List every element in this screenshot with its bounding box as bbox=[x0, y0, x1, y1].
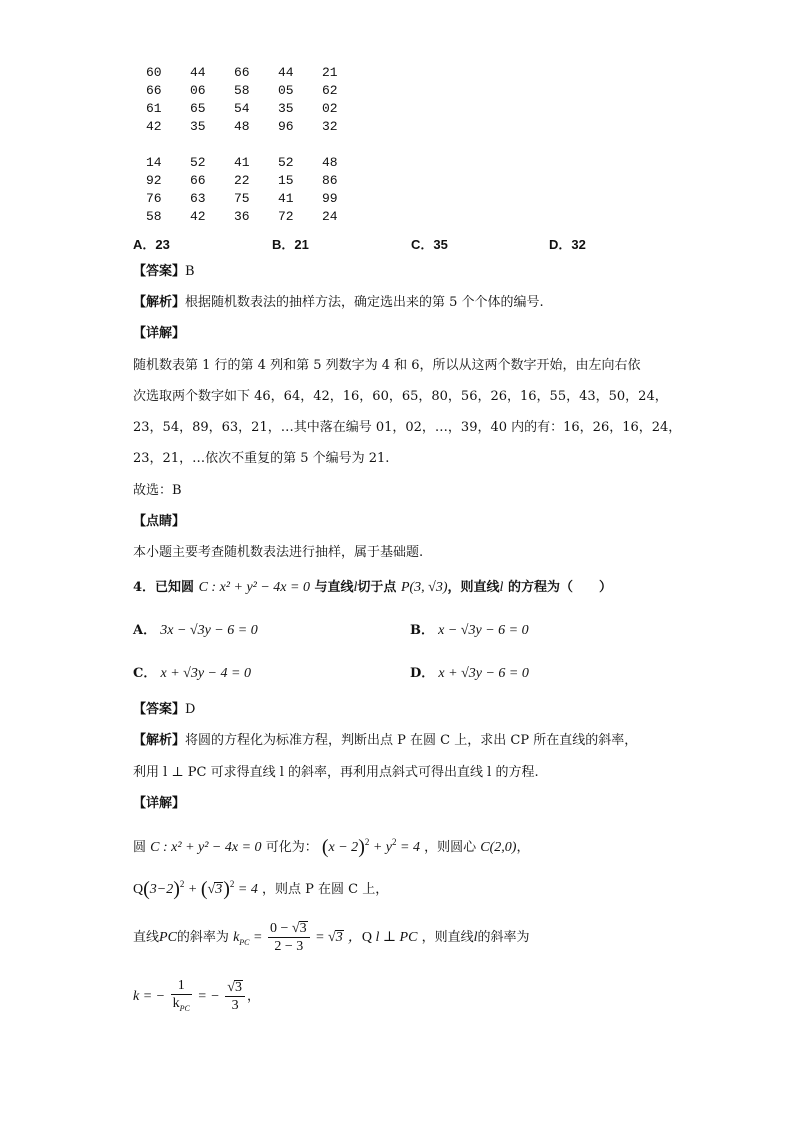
q3-comment: 本小题主要考查随机数表法进行抽样，属于基础题. bbox=[133, 545, 424, 560]
option-expression: 3x − √3y − 6 = 0 bbox=[160, 623, 258, 638]
random-table-cell: 61 bbox=[146, 101, 162, 116]
random-table-row bbox=[146, 100, 366, 118]
step-text: ，则圆心 bbox=[424, 840, 477, 855]
q4-line-symbol: l bbox=[499, 580, 504, 595]
option-expression: x + √3y − 6 = 0 bbox=[438, 666, 529, 681]
circle-center: C(2,0) bbox=[480, 840, 517, 855]
q4-stem-text: 的方程为（ ） bbox=[507, 580, 612, 595]
standard-equation: $(x - 2)^2 + y^2 = 4$ bbox=[321, 836, 420, 858]
option-label: A． bbox=[133, 623, 157, 638]
q4-step4: k = − $\frac{1}{k_{PC}}$ = − $\frac{√3}{3}$ ， bbox=[133, 977, 260, 1014]
line-symbol: l bbox=[473, 930, 478, 945]
q4-stem-text: ，则直线 bbox=[447, 580, 500, 595]
random-table-row bbox=[146, 64, 366, 82]
random-table-cell: 36 bbox=[234, 209, 250, 224]
q4-analysis-line2: 利用 l ⊥ PC 可求得直线 l 的斜率，再利用点斜式可得出直线 l 的方程. bbox=[133, 765, 539, 780]
verification-expression: $Q(3-2)^2 + (√3)^2 = 4$ bbox=[133, 878, 258, 900]
q4-option-d bbox=[410, 664, 529, 684]
q3-detail-line: 23，21，…依次不重复的第 5 个编号为 21. bbox=[133, 451, 390, 466]
random-table-cell: 15 bbox=[278, 173, 294, 188]
random-table-cell: 05 bbox=[278, 83, 294, 98]
random-table-cell: 42 bbox=[146, 119, 162, 134]
analysis-tag: 【解析】 bbox=[133, 733, 186, 748]
random-table-row bbox=[146, 208, 366, 226]
random-table-cell: 62 bbox=[322, 83, 338, 98]
option-label: B． bbox=[410, 623, 434, 638]
q3-comment-tag: 【点睛】 bbox=[133, 514, 186, 529]
q3-option-d: D．32 bbox=[549, 237, 586, 252]
random-table-cell: 44 bbox=[278, 65, 294, 80]
slope-pc-expression: $k_{PC}$ = $\frac{0 - √3}{2 - 3}$ = √3 bbox=[233, 921, 343, 955]
circle-equation: C : x² + y² − 4x = 0 bbox=[150, 840, 262, 855]
q4-analysis bbox=[133, 731, 637, 751]
random-table-cell: 41 bbox=[234, 155, 250, 170]
answer-tag: 【答案】 bbox=[133, 702, 186, 717]
analysis-tag: 【解析】 bbox=[133, 295, 186, 310]
q4-number: 4． bbox=[133, 580, 156, 595]
q4-line-symbol: l bbox=[353, 580, 358, 595]
step-text: 的斜率为 bbox=[477, 930, 530, 945]
q4-option-c bbox=[133, 664, 251, 684]
step-text: 的斜率为 bbox=[176, 930, 229, 945]
random-table-cell: 06 bbox=[190, 83, 206, 98]
random-table-cell: 65 bbox=[190, 101, 206, 116]
random-table-cell: 44 bbox=[190, 65, 206, 80]
segment-pc: PC bbox=[159, 930, 177, 945]
random-table-cell: 63 bbox=[190, 191, 206, 206]
slope-l-expression: k = − $\frac{1}{k_{PC}}$ = − $\frac{√3}{3}$ bbox=[133, 989, 247, 1004]
step-text: ，则点 P 在圆 C 上， bbox=[262, 882, 389, 897]
random-table-cell: 72 bbox=[278, 209, 294, 224]
q3-choose: 故选：B bbox=[133, 483, 182, 498]
step-text: 直线 bbox=[133, 930, 160, 945]
random-table-cell: 86 bbox=[322, 173, 338, 188]
random-table-row bbox=[146, 118, 366, 136]
random-table-cell: 14 bbox=[146, 155, 162, 170]
q4-circle-equation: C : x² + y² − 4x = 0 bbox=[198, 580, 310, 595]
q4-detail-tag: 【详解】 bbox=[133, 796, 186, 811]
random-table-cell: 52 bbox=[278, 155, 294, 170]
option-expression: x + √3y − 4 = 0 bbox=[160, 666, 251, 681]
answer-value: D bbox=[185, 702, 196, 717]
random-table-cell: 35 bbox=[278, 101, 294, 116]
answer-value: B bbox=[185, 264, 195, 279]
q4-stem bbox=[133, 578, 612, 598]
answer-tag: 【答案】 bbox=[133, 264, 186, 279]
random-table-cell: 58 bbox=[146, 209, 162, 224]
analysis-text: 根据随机数表法的抽样方法，确定选出来的第 5 个个体的编号. bbox=[185, 295, 544, 310]
q3-detail-line: 次选取两个数字如下 46，64，42，16，60，65，80，56，26，16，55，43，50，24， bbox=[133, 389, 668, 404]
random-table-cell: 54 bbox=[234, 101, 250, 116]
random-table-cell: 92 bbox=[146, 173, 162, 188]
random-table-row bbox=[146, 82, 366, 100]
q3-option-b: B．21 bbox=[272, 237, 309, 252]
q3-analysis bbox=[133, 293, 544, 313]
option-label: C． bbox=[133, 666, 157, 681]
q3-detail-tag: 【详解】 bbox=[133, 326, 186, 341]
random-table-cell: 48 bbox=[322, 155, 338, 170]
q3-option-c: C．35 bbox=[411, 237, 448, 252]
perpendicular-relation: ，Q l ⊥ PC bbox=[347, 930, 418, 945]
q4-stem-text: 切于点 bbox=[357, 580, 397, 595]
random-table-cell: 35 bbox=[190, 119, 206, 134]
random-table-cell: 99 bbox=[322, 191, 338, 206]
step-text: 可化为： bbox=[265, 840, 318, 855]
q4-option-a bbox=[133, 621, 258, 641]
random-table-cell: 22 bbox=[234, 173, 250, 188]
q3-detail-line: 随机数表第 1 行的第 4 列和第 5 列数字为 4 和 6，所以从这两个数字开始，由左向右依 bbox=[133, 358, 641, 373]
step-text: ，则直线 bbox=[421, 930, 474, 945]
analysis-text: 将圆的方程化为标准方程，判断出点 P 在圆 C 上，求出 CP 所在直线的斜率， bbox=[185, 733, 638, 748]
q4-answer bbox=[133, 700, 195, 720]
option-expression: x − √3y − 6 = 0 bbox=[438, 623, 529, 638]
random-table-cell: 60 bbox=[146, 65, 162, 80]
q3-option-a: A．23 bbox=[133, 237, 170, 252]
q4-stem-text: 与直线 bbox=[314, 580, 354, 595]
q4-stem-text: 已知圆 bbox=[155, 580, 195, 595]
q4-point-p: P(3, √3) bbox=[400, 580, 448, 595]
q4-step3 bbox=[133, 920, 529, 956]
random-table-row bbox=[146, 154, 366, 172]
random-table-cell: 66 bbox=[190, 173, 206, 188]
random-table-cell: 32 bbox=[322, 119, 338, 134]
step-text: 圆 bbox=[133, 840, 147, 855]
random-table-cell: 52 bbox=[190, 155, 206, 170]
random-table-cell: 96 bbox=[278, 119, 294, 134]
random-table-cell: 41 bbox=[278, 191, 294, 206]
q4-step2 bbox=[133, 874, 388, 900]
q4-option-b bbox=[410, 621, 529, 641]
random-table-cell: 24 bbox=[322, 209, 338, 224]
random-table-cell: 75 bbox=[234, 191, 250, 206]
q4-step1: 圆 C : x² + y² − 4x = 0 可化为： $(x - 2)^2 + y^2 = 4$ ，则圆心 C(2,0)， bbox=[133, 836, 530, 858]
random-table-cell: 76 bbox=[146, 191, 162, 206]
random-table-cell: 02 bbox=[322, 101, 338, 116]
q3-answer bbox=[133, 262, 195, 282]
random-table-cell: 42 bbox=[190, 209, 206, 224]
q3-detail-line: 23，54，89，63，21，…其中落在编号 01，02，…，39，40 内的有：16，26，16，24， bbox=[133, 420, 682, 435]
random-table-cell: 21 bbox=[322, 65, 338, 80]
random-table-cell: 66 bbox=[146, 83, 162, 98]
random-table-cell: 66 bbox=[234, 65, 250, 80]
random-table-row bbox=[146, 190, 366, 208]
option-label: D． bbox=[410, 666, 435, 681]
random-table-cell: 58 bbox=[234, 83, 250, 98]
random-table-row bbox=[146, 172, 366, 190]
random-table-cell: 48 bbox=[234, 119, 250, 134]
